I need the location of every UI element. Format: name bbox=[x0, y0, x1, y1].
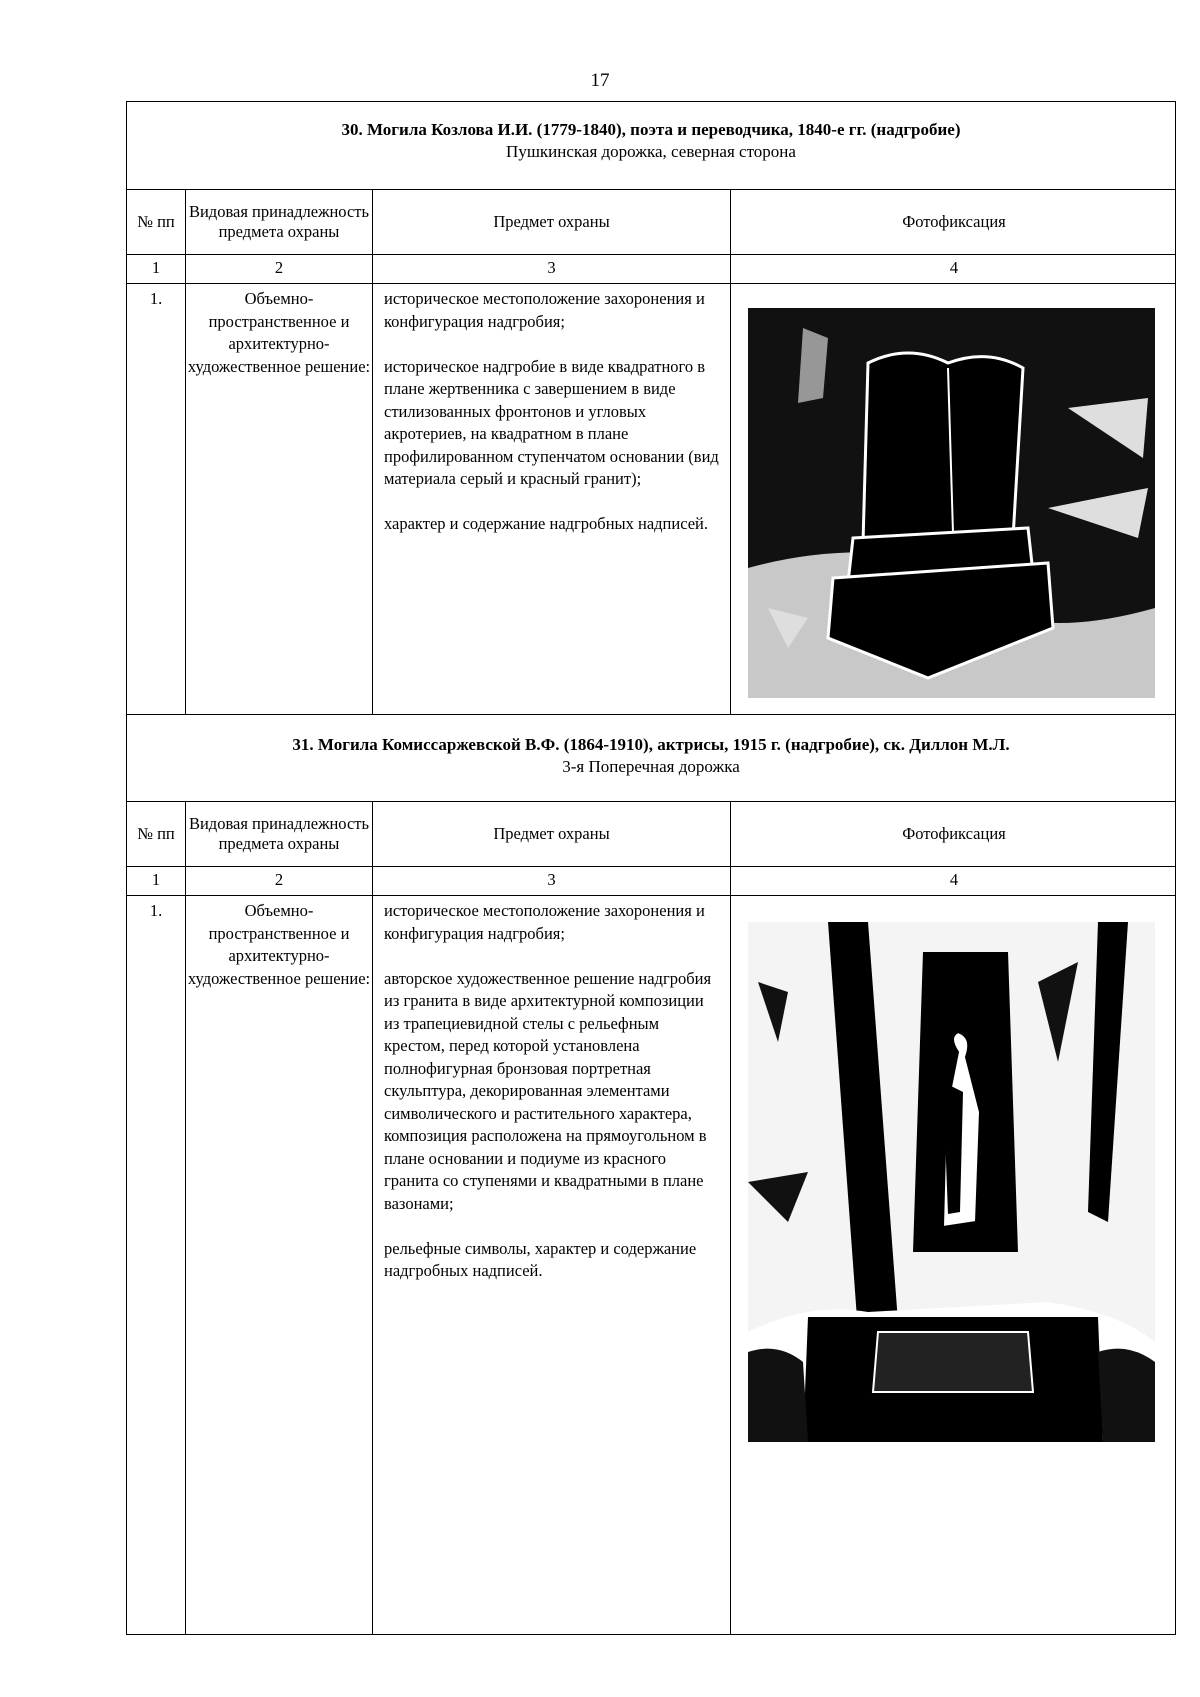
photo-cell bbox=[730, 896, 1177, 1635]
page-number: 17 bbox=[590, 70, 610, 91]
tombstone-photo bbox=[748, 308, 1155, 698]
header-kind: Видовая принадлежность предмета охраны bbox=[185, 802, 372, 866]
subject-paragraph: рельефные символы, характер и содержание надгробных надписей. bbox=[384, 1238, 697, 1280]
column-number-row bbox=[127, 866, 1175, 895]
protection-kind: Объемно-пространственное и архитектурно-художественное решение: bbox=[185, 284, 372, 714]
header-photo: Фотофиксация bbox=[730, 190, 1177, 254]
row-number: 1. bbox=[149, 289, 163, 308]
subject-paragraph: характер и содержание надгробных надписей. bbox=[384, 514, 709, 533]
column-number: 4 bbox=[730, 255, 1177, 283]
column-number: 2 bbox=[185, 255, 372, 283]
header-row bbox=[127, 801, 1175, 866]
table-row bbox=[127, 283, 1175, 714]
column-number: 2 bbox=[185, 867, 372, 895]
section-title: 31. Могила Комиссаржевской В.Ф. (1864-1910), актрисы, 1915 г. (надгробие), ск. Диллон М.Л. bbox=[292, 735, 1010, 754]
section-title: 30. Могила Козлова И.И. (1779-1840), поэта и переводчика, 1840-е гг. (надгробие) bbox=[341, 120, 961, 139]
column-number: 1 bbox=[151, 258, 161, 277]
column-number: 1 bbox=[151, 870, 161, 889]
section-title-block bbox=[127, 119, 1175, 163]
subject-paragraph: историческое местоположение захоронения и конфигурация надгробия; bbox=[384, 901, 705, 943]
section-31 bbox=[127, 714, 1175, 1636]
column-number: 4 bbox=[730, 867, 1177, 895]
column-number: 3 bbox=[372, 867, 730, 895]
header-subject: Предмет охраны bbox=[372, 190, 730, 254]
protection-kind: Объемно-пространственное и архитектурно-художественное решение: bbox=[185, 896, 372, 1635]
header-photo: Фотофиксация bbox=[730, 802, 1177, 866]
subject-paragraph: историческое местоположение захоронения и конфигурация надгробия; bbox=[384, 289, 705, 331]
header-kind: Видовая принадлежность предмета охраны bbox=[185, 190, 372, 254]
row-number: 1. bbox=[149, 901, 163, 920]
column-number: 3 bbox=[372, 255, 730, 283]
header-num: № пп bbox=[137, 824, 175, 843]
protection-table bbox=[126, 101, 1176, 1635]
section-30 bbox=[127, 102, 1175, 714]
subject-paragraph: историческое надгробие в виде квадратного в плане жертвенника с завершением в виде стилизованных фронтонов и угловых акротериев, на квадратном в плане профилированном ступенчатом основании (вид материала серый и красный гранит); bbox=[384, 356, 719, 488]
section-title-block bbox=[127, 734, 1175, 778]
header-num: № пп bbox=[137, 212, 175, 231]
section-location: 3-я Поперечная дорожка bbox=[562, 757, 740, 776]
header-row bbox=[127, 189, 1175, 254]
subject-paragraph: авторское художественное решение надгробия из гранита в виде архитектурной композиции из трапециевидной стелы с рельефным крестом, перед которой установлена полнофигурная бронзовая портретная скульптура, декорированная элементами символического и растительного характера, композиция расположена на прямоугольном в плане основании и подиуме из красного гранита со ступенями и квадратными в плане вазонами; bbox=[384, 968, 712, 1213]
monument-photo bbox=[748, 922, 1155, 1457]
header-subject: Предмет охраны bbox=[372, 802, 730, 866]
photo-cell bbox=[730, 284, 1177, 714]
column-number-row bbox=[127, 254, 1175, 283]
table-row bbox=[127, 895, 1175, 1635]
protection-subject bbox=[372, 284, 730, 714]
protection-subject bbox=[372, 896, 730, 1635]
section-location: Пушкинская дорожка, северная сторона bbox=[506, 142, 796, 161]
